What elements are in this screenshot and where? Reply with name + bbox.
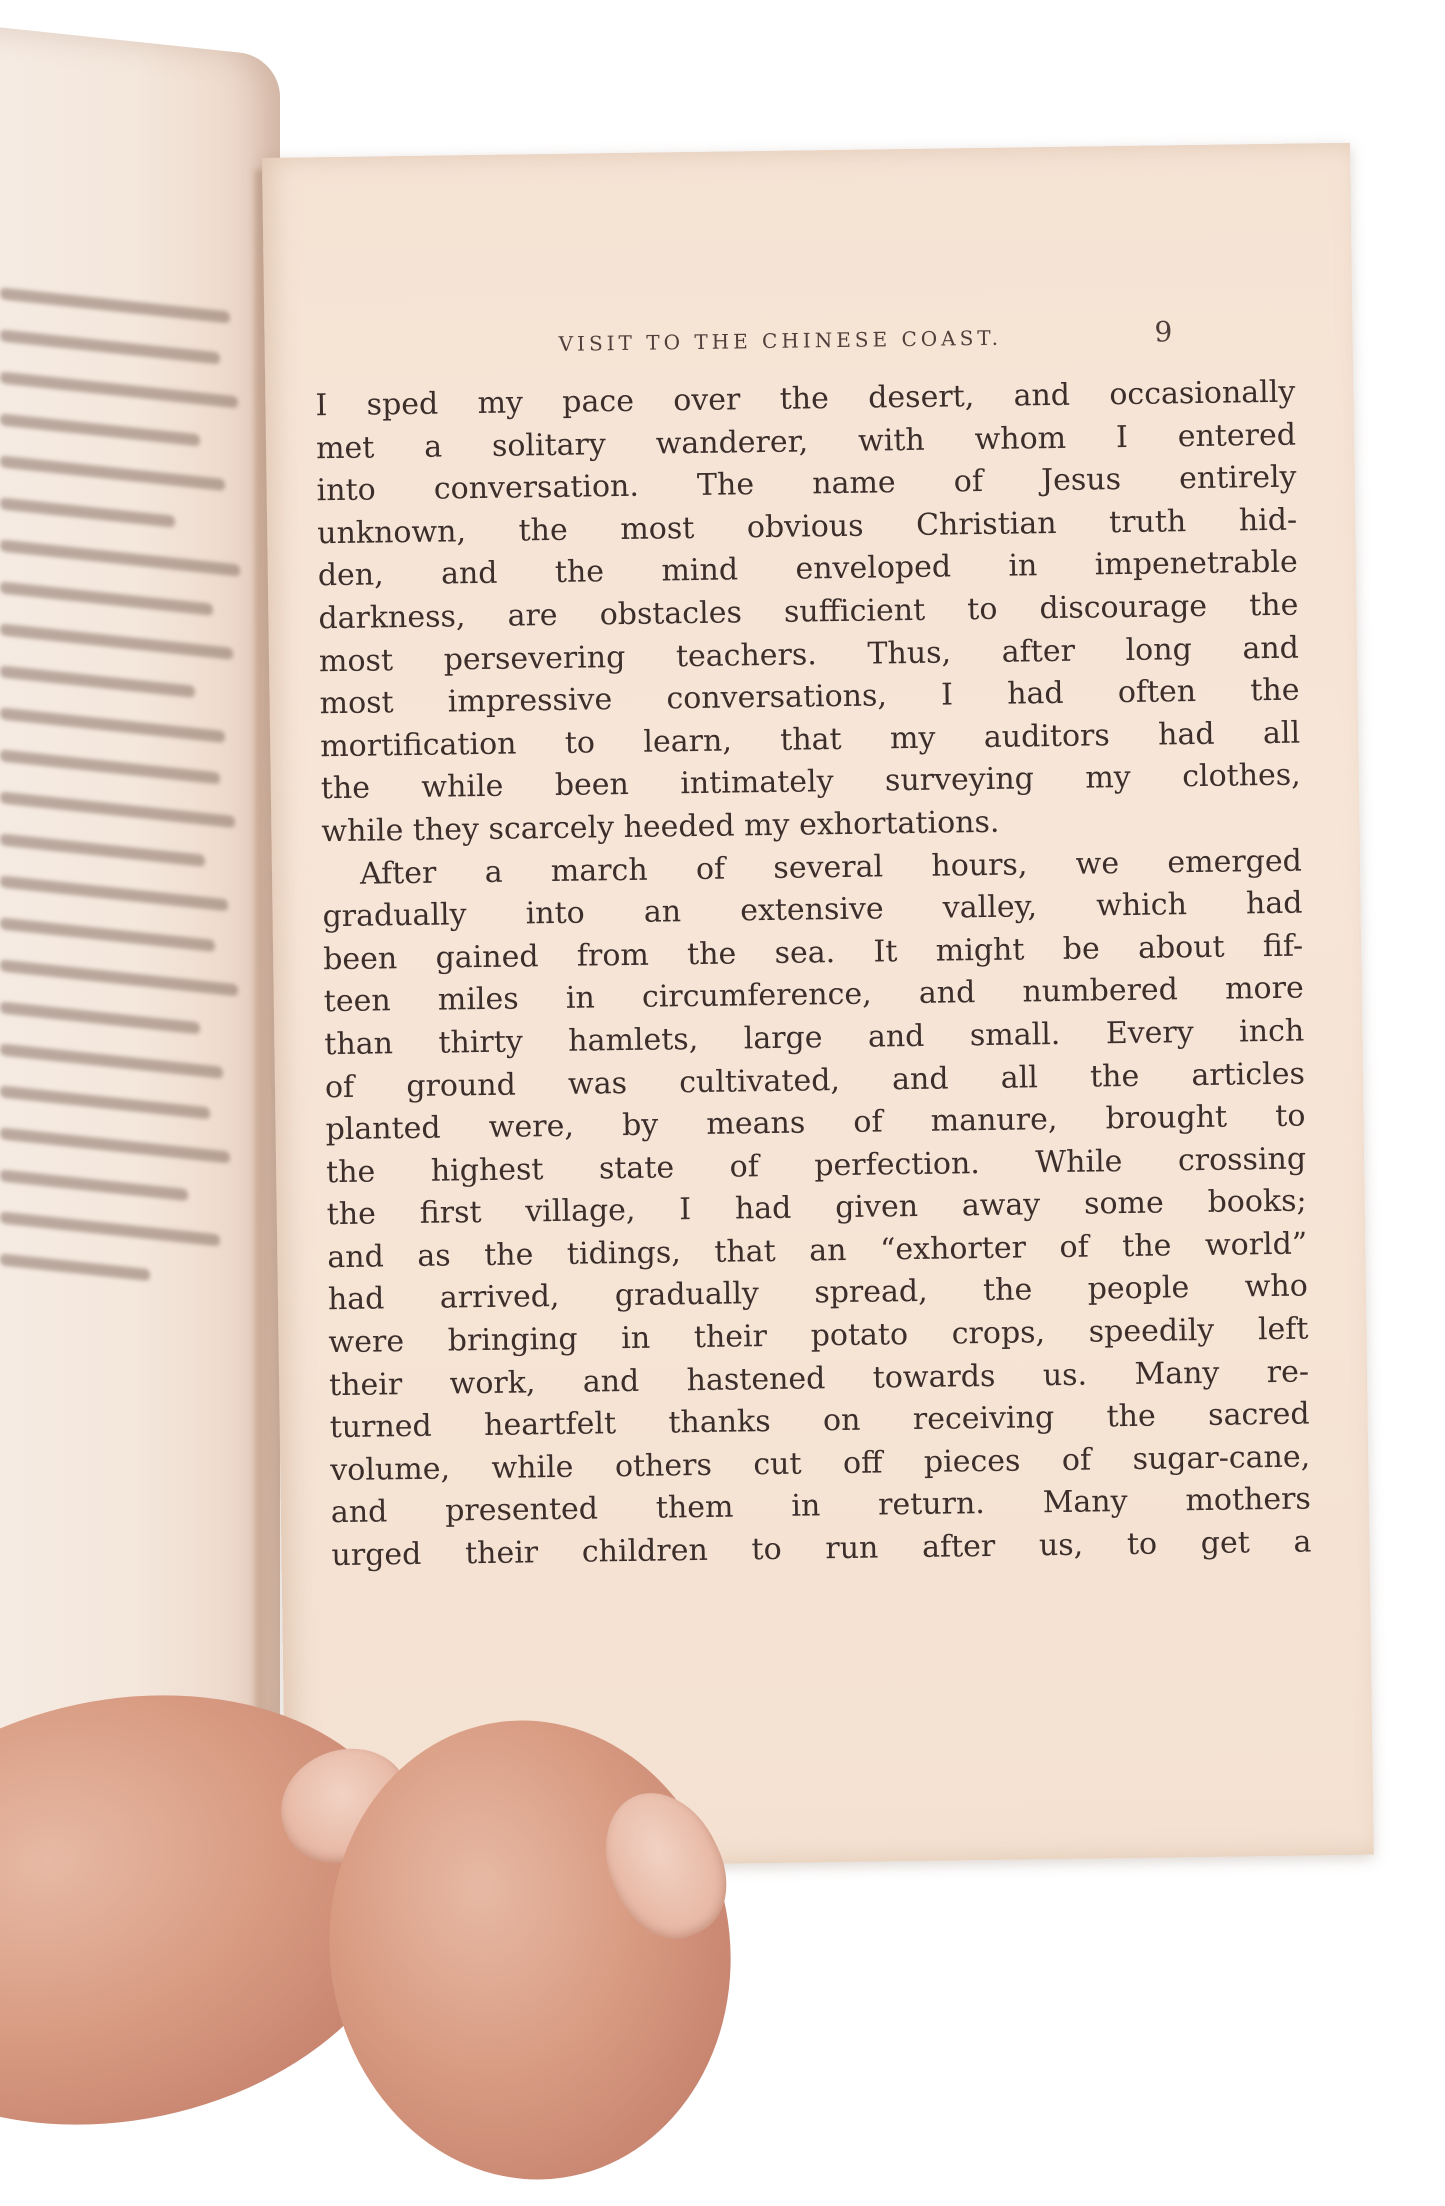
word: the [1106, 1398, 1156, 1435]
word: impressive [447, 682, 613, 720]
word: After [359, 855, 437, 892]
word: most [319, 685, 394, 722]
word: whom [974, 420, 1067, 457]
word: their [693, 1319, 768, 1356]
word: a [423, 429, 443, 465]
word: perfection. [814, 1145, 981, 1184]
blurred-line [0, 413, 200, 446]
blurred-line [0, 1043, 223, 1078]
word: circumference, [641, 976, 872, 1016]
word: of [953, 464, 984, 500]
word: planted [325, 1110, 441, 1148]
word: Every [1105, 1014, 1194, 1052]
word: more [1224, 970, 1304, 1007]
word: It [873, 933, 898, 970]
word: and [1242, 630, 1300, 666]
word: impenetrable [1094, 544, 1298, 583]
word: tidings, [566, 1235, 682, 1272]
book-page [262, 143, 1374, 1870]
word: conversation. [433, 468, 640, 507]
word: us, [1038, 1527, 1084, 1564]
word: on [822, 1403, 861, 1439]
word: my [743, 807, 790, 844]
word: run [825, 1530, 879, 1567]
word: us. [1042, 1357, 1088, 1393]
word: surveying [884, 761, 1035, 799]
word: I [315, 388, 328, 424]
word: return. [877, 1486, 986, 1523]
word: spread, [814, 1274, 928, 1311]
word: had [1006, 676, 1064, 712]
word: hamlets, [568, 1021, 699, 1059]
word: get [1200, 1525, 1251, 1562]
blurred-line [0, 623, 233, 659]
word: and [918, 975, 976, 1012]
word: Jesus [1040, 462, 1122, 499]
word: Many [1042, 1484, 1128, 1521]
word: and [1013, 377, 1071, 414]
word: to [1275, 1098, 1306, 1135]
word: wanderer, [655, 423, 809, 462]
word: in [621, 1320, 651, 1357]
word: some [1083, 1185, 1164, 1222]
word: world” [1204, 1226, 1308, 1263]
word: urged [331, 1536, 422, 1574]
word: were, [488, 1108, 575, 1146]
word: hours, [931, 846, 1028, 884]
word: miles [437, 981, 519, 1018]
word: turned [329, 1409, 432, 1446]
word: work, [449, 1364, 536, 1402]
word: enveloped [795, 549, 952, 587]
word: the [325, 1154, 376, 1190]
word: and [891, 1061, 949, 1097]
blurred-line [0, 581, 213, 615]
word: away [961, 1187, 1041, 1224]
blurred-line [0, 791, 235, 828]
word: of [324, 1069, 355, 1105]
word: with [857, 422, 925, 459]
running-head: VISIT TO THE CHINESE COAST. [558, 325, 1003, 356]
word: inch [1238, 1013, 1305, 1050]
word: met [315, 430, 375, 466]
blurred-line [0, 329, 220, 364]
word: of [695, 851, 726, 887]
word: was [567, 1065, 628, 1102]
blurred-line [0, 539, 240, 576]
word: learn, [643, 723, 733, 760]
word: valley, [942, 889, 1038, 926]
word: the [1248, 587, 1299, 624]
word: after [921, 1528, 996, 1565]
word: arrived, [439, 1279, 560, 1317]
word: hastened [686, 1360, 826, 1398]
word: had [1245, 885, 1303, 922]
word: left [1257, 1311, 1309, 1348]
word: all [1000, 1059, 1039, 1096]
blurred-line [0, 1211, 220, 1246]
word: brought [1105, 1099, 1228, 1137]
word: The [696, 467, 755, 504]
word: my [889, 720, 936, 757]
word: a [484, 854, 503, 890]
word: gradually [614, 1276, 760, 1314]
word: their [464, 1535, 539, 1572]
word: to [967, 591, 998, 628]
word: from [576, 937, 650, 974]
word: den, [317, 557, 384, 594]
word: had [327, 1281, 385, 1318]
word: the [1122, 1228, 1172, 1264]
word: presented [444, 1491, 599, 1530]
word: pieces [923, 1443, 1021, 1480]
word: an [809, 1232, 847, 1269]
word: into [525, 895, 585, 932]
word: heeded [623, 808, 735, 845]
word: to [1126, 1526, 1158, 1563]
blurred-line [0, 917, 215, 952]
word: crops, [951, 1315, 1046, 1352]
word: intimately [680, 764, 834, 802]
word: the [982, 1272, 1033, 1309]
word: often [1117, 674, 1197, 711]
word: Many [1134, 1355, 1220, 1392]
word: about [1137, 929, 1225, 966]
word: of [1061, 1442, 1092, 1478]
word: thanks [668, 1404, 771, 1441]
blurred-line [0, 959, 238, 996]
word: desert, [867, 379, 975, 416]
blurred-line [0, 1127, 230, 1163]
word: in [1008, 548, 1038, 584]
word: scarcely [488, 810, 615, 847]
word: while [421, 769, 504, 806]
word: are [507, 597, 558, 634]
word: potato [810, 1317, 909, 1354]
word: persevering [443, 639, 626, 678]
word: solitary [491, 426, 607, 464]
word: discourage [1039, 588, 1208, 627]
word: into [316, 472, 376, 509]
blurred-line [0, 833, 205, 867]
word: occasionally [1109, 374, 1296, 413]
word: in [791, 1488, 821, 1525]
word: had [1157, 716, 1215, 753]
blurred-line [0, 455, 225, 491]
word: than [324, 1026, 394, 1063]
word: after [1001, 633, 1076, 670]
blurred-line [0, 1001, 200, 1034]
word: large [743, 1020, 823, 1057]
word: gained [435, 938, 539, 976]
word: heartfelt [483, 1406, 617, 1444]
word: mothers [1185, 1481, 1312, 1519]
word: sacred [1207, 1396, 1310, 1434]
word: most [318, 642, 394, 679]
word: ground [406, 1067, 517, 1104]
word: “exhorter [879, 1230, 1027, 1268]
word: pace [562, 383, 635, 420]
word: cultivated, [678, 1062, 841, 1100]
word: hid- [1238, 502, 1298, 539]
word: a [1293, 1524, 1312, 1560]
word: cut [753, 1446, 802, 1483]
word: bringing [447, 1321, 578, 1359]
word: teachers. [675, 636, 818, 674]
word: the [554, 554, 605, 591]
word: truth [1108, 503, 1187, 540]
word: speedily [1088, 1312, 1215, 1350]
word: I [940, 677, 954, 713]
word: an [643, 894, 682, 930]
blurred-line [0, 497, 175, 527]
blurred-line [0, 1085, 210, 1119]
word: articles [1191, 1056, 1306, 1093]
word: Christian [915, 505, 1057, 543]
word: and [327, 1239, 385, 1276]
word: numbered [1022, 972, 1179, 1010]
word: all [1262, 715, 1301, 751]
word: small. [969, 1016, 1061, 1054]
word: given [834, 1189, 919, 1226]
word: who [1244, 1268, 1309, 1305]
word: others [614, 1447, 713, 1485]
word: exhortations. [798, 804, 1000, 843]
word: and [440, 556, 498, 592]
word: that [780, 721, 842, 758]
word: clothes, [1181, 757, 1301, 795]
word: means [706, 1105, 806, 1142]
word: been [322, 940, 398, 977]
word: I [679, 1192, 692, 1228]
word: fif- [1262, 928, 1304, 964]
word: name [812, 465, 896, 502]
word: while [491, 1449, 574, 1486]
word: teen [323, 983, 391, 1020]
word: first [419, 1195, 482, 1232]
word: several [773, 848, 884, 886]
word: the [1089, 1058, 1140, 1095]
word: sufficient [783, 592, 926, 630]
word: they [412, 811, 480, 848]
word: most [620, 510, 695, 547]
word: them [655, 1489, 734, 1527]
word: obvious [746, 508, 864, 546]
blurred-line [0, 875, 228, 911]
word: volume, [330, 1451, 451, 1489]
word: darkness, [318, 599, 466, 637]
word: and [867, 1018, 925, 1055]
word: been [554, 767, 630, 804]
word: the [779, 381, 830, 417]
word: sea. [774, 934, 836, 971]
blurred-line [0, 1253, 150, 1281]
word: we [1075, 845, 1120, 882]
word: and [582, 1363, 640, 1400]
word: emerged [1167, 843, 1303, 880]
word: of [1059, 1229, 1089, 1265]
word: While [1035, 1143, 1123, 1180]
word: towards [872, 1358, 996, 1396]
word: to [751, 1531, 782, 1568]
word: people [1087, 1270, 1190, 1308]
word: auditors [983, 717, 1110, 755]
page-number: 9 [1154, 315, 1173, 349]
word: conversations, [666, 678, 888, 717]
word: long [1125, 631, 1193, 668]
word: had [734, 1190, 792, 1227]
body-text [315, 372, 1312, 1578]
word: re- [1266, 1354, 1310, 1390]
word: the [326, 1196, 377, 1233]
word: might [935, 932, 1025, 969]
word: village, [525, 1193, 636, 1230]
word: entered [1177, 417, 1297, 454]
word: over [673, 382, 741, 419]
word: sugar-cane, [1132, 1439, 1311, 1477]
blurred-line [0, 749, 220, 784]
word: crossing [1177, 1141, 1307, 1178]
word: unknown, [317, 513, 467, 552]
blurred-line [0, 707, 225, 743]
word: children [581, 1532, 709, 1570]
word: state [598, 1150, 675, 1187]
word: mind [661, 552, 739, 589]
word: obstacles [599, 595, 743, 633]
word: while [321, 813, 404, 850]
word: books; [1207, 1183, 1307, 1221]
word: gradually [322, 897, 467, 935]
word: thirty [438, 1024, 524, 1061]
word: were [328, 1324, 405, 1361]
word: in [565, 980, 596, 1017]
word: my [1085, 760, 1131, 796]
word: the [686, 936, 737, 972]
word: highest [430, 1151, 544, 1189]
word: march [550, 852, 648, 889]
blurred-line [0, 371, 238, 408]
word: the [483, 1237, 534, 1273]
word: that [714, 1233, 776, 1270]
word: Thus, [867, 634, 952, 672]
word: receiving [912, 1400, 1055, 1438]
word: I [1115, 419, 1129, 455]
word: the [1250, 672, 1300, 709]
word: sped [366, 386, 439, 423]
word: of [729, 1148, 760, 1185]
word: the [518, 512, 568, 549]
word: the [320, 770, 371, 807]
word: extensive [739, 891, 884, 929]
word: entirely [1178, 459, 1297, 497]
blurred-line [0, 287, 230, 323]
word: their [328, 1366, 403, 1403]
left-page-blurred-text [0, 287, 250, 1321]
word: of [853, 1104, 883, 1140]
word: to [564, 725, 596, 761]
left-facing-page [0, 23, 280, 1837]
word: off [842, 1445, 883, 1481]
word: which [1095, 887, 1188, 924]
word: manure, [930, 1102, 1058, 1139]
word: be [1062, 931, 1100, 967]
word: by [621, 1107, 659, 1144]
blurred-line [0, 1169, 188, 1201]
word: and [330, 1494, 388, 1531]
word: as [417, 1238, 451, 1274]
word: my [477, 385, 524, 422]
blurred-line [0, 665, 195, 697]
word: mortification [319, 726, 517, 764]
